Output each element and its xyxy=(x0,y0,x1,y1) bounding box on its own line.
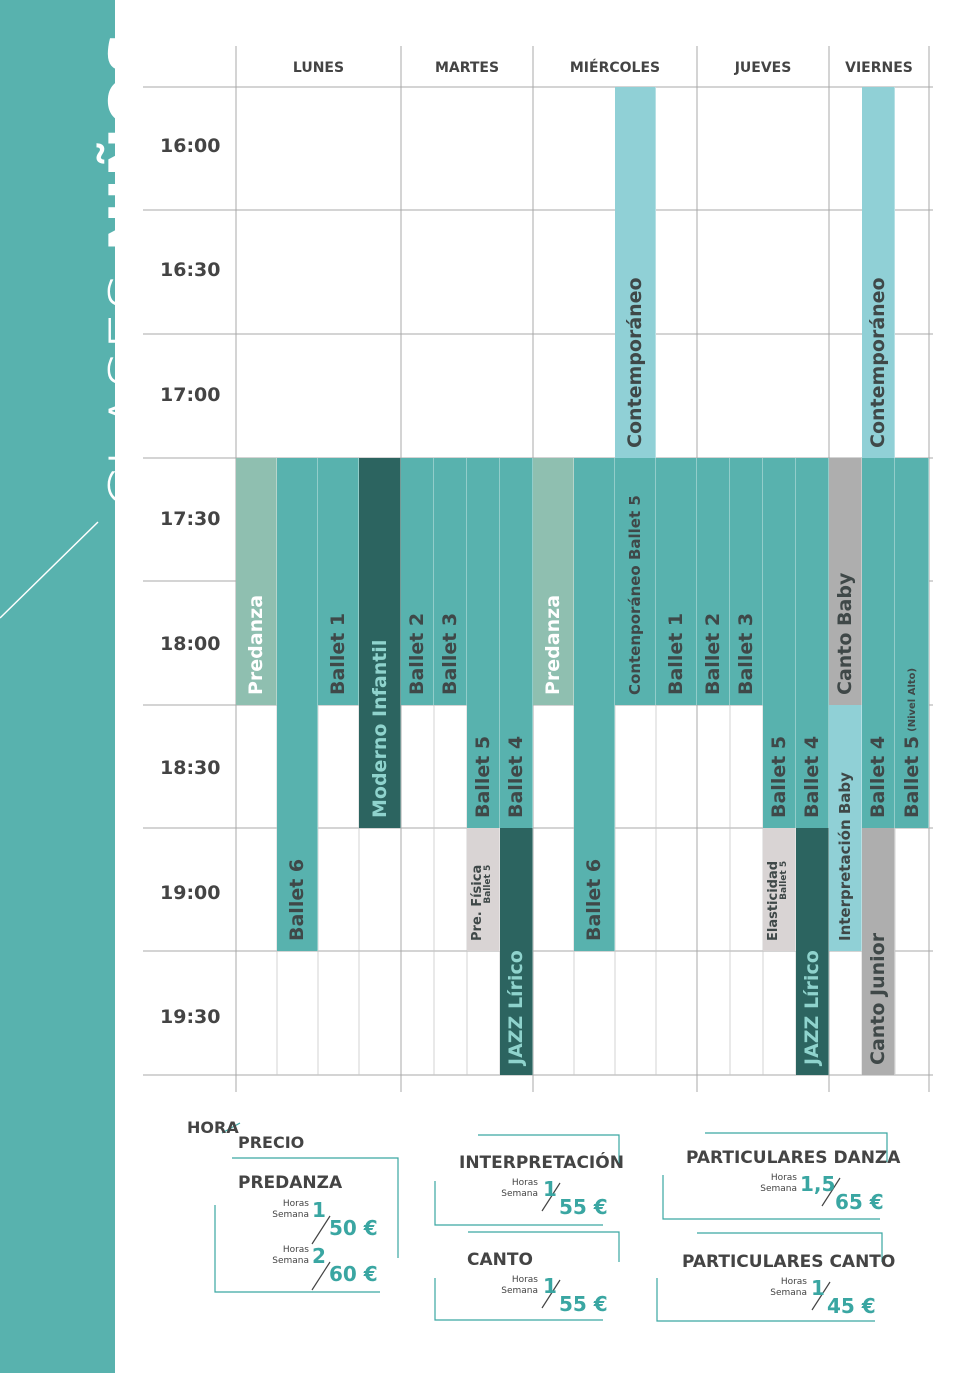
class-name: JAZZ Lírico xyxy=(801,950,823,1065)
time-label: 18:00 xyxy=(160,633,221,655)
title-bold: NIÑOS xyxy=(97,30,167,252)
class-name: Contenporáneo Ballet 5 xyxy=(626,495,644,695)
class-sub: Ballet 5 xyxy=(482,864,493,904)
class-name: Ballet 6 xyxy=(583,858,605,941)
class-name: Ballet 5 xyxy=(768,735,790,818)
class-name: Interpretación Baby xyxy=(836,772,854,941)
class-name: Ballet 1 xyxy=(665,612,687,695)
class-name: Pre. Física xyxy=(469,864,485,941)
hours-week-label: Horas Semana xyxy=(272,1245,309,1266)
day-jueves: JUEVES xyxy=(734,60,792,76)
class-sub: (Nivel Alto) xyxy=(906,667,917,732)
class-name: Ballet 6 xyxy=(286,858,308,941)
time-label: 16:00 xyxy=(160,135,221,157)
day-lunes: LUNES xyxy=(292,60,345,76)
time-label: 18:30 xyxy=(160,757,221,779)
price-value: 55 € xyxy=(559,1292,608,1316)
title-light: CLASES xyxy=(97,272,167,510)
price-title: INTERPRETACIÓN xyxy=(459,1153,624,1173)
time-label: 17:30 xyxy=(160,508,221,530)
class-name: Ballet 5 xyxy=(472,735,494,818)
precio-label: PRECIO xyxy=(238,1133,305,1152)
class-name: Ballet 2 xyxy=(702,612,724,695)
hours-value: 2 xyxy=(312,1244,326,1268)
time-label: 16:30 xyxy=(160,259,221,281)
class-name: Ballet 1 xyxy=(327,612,349,695)
hours-value: 1 xyxy=(543,1177,557,1201)
class-name: Contemporáneo xyxy=(624,277,646,448)
class-name: Predanza xyxy=(542,594,564,695)
price-title: PARTICULARES DANZA xyxy=(686,1148,901,1168)
day-viernes: VIERNES xyxy=(845,60,913,76)
class-name: Canto Baby xyxy=(834,572,856,695)
class-name: JAZZ Lírico xyxy=(505,950,527,1065)
class-sub: Ballet 5 xyxy=(778,860,789,900)
class-name: Ballet 4 xyxy=(505,735,527,818)
hours-week-label: Horas Semana xyxy=(501,1275,538,1296)
class-name: Ballet 5 xyxy=(900,735,923,818)
price-title: CANTO xyxy=(467,1250,533,1270)
price-title: PARTICULARES CANTO xyxy=(682,1252,896,1272)
hours-value: 1 xyxy=(811,1276,825,1300)
hours-value: 1 xyxy=(312,1198,326,1222)
price-value: 45 € xyxy=(827,1294,876,1318)
class-name: Ballet 2 xyxy=(406,612,428,695)
price-value: 55 € xyxy=(559,1195,608,1219)
class-name: Canto Junior xyxy=(867,932,889,1065)
time-label: 19:30 xyxy=(160,1006,221,1028)
price-title: PREDANZA xyxy=(238,1173,343,1193)
day-martes: MARTES xyxy=(434,60,500,76)
time-label: 19:00 xyxy=(160,882,221,904)
price-value: 50 € xyxy=(329,1216,378,1240)
hours-week-label: Horas Semana xyxy=(501,1178,538,1199)
hours-week-label: Horas Semana xyxy=(272,1199,309,1220)
time-label: 17:00 xyxy=(160,384,221,406)
hours-week-label: Horas Semana xyxy=(760,1173,797,1194)
hours-value: 1 xyxy=(543,1274,557,1298)
hours-value: 1,5 xyxy=(800,1172,836,1196)
day-miercoles: MIÉRCOLES xyxy=(569,60,661,76)
hora-label: HORA xyxy=(187,1118,239,1137)
price-value: 65 € xyxy=(835,1190,884,1214)
class-name: Ballet 4 xyxy=(801,735,823,818)
class-name: Contemporáneo xyxy=(867,277,889,448)
price-value: 60 € xyxy=(329,1262,378,1286)
class-name: Predanza xyxy=(245,594,267,695)
hours-week-label: Horas Semana xyxy=(770,1277,807,1298)
class-name: Ballet 3 xyxy=(735,612,757,695)
class-name: Ballet 4 xyxy=(867,735,889,818)
class-name: Elasticidad xyxy=(765,860,781,941)
class-name: Ballet 3 xyxy=(439,612,461,695)
class-name: Moderno Infantil xyxy=(368,639,391,818)
